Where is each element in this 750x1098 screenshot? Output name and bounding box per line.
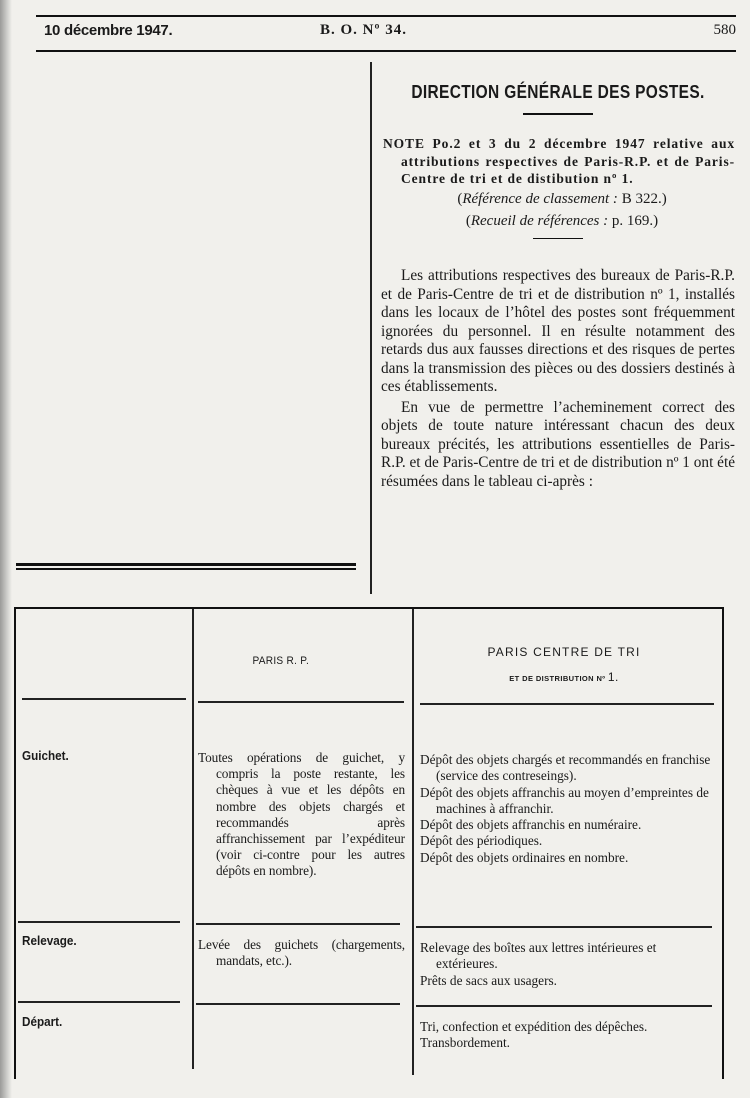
relevage-centre-item: Prêts de sacs aux usagers.	[420, 972, 557, 988]
header-paris-centre: PARIS CENTRE DE TRI	[487, 645, 641, 659]
right-column	[381, 60, 735, 491]
header-rule-col1	[22, 698, 186, 700]
recueil-value: p. 169.)	[611, 212, 659, 229]
row-label-relevage: Relevage.	[22, 933, 77, 948]
left-column-end-rule	[16, 563, 356, 566]
depart-centre-item: Tri, confection et expédition des dépêches.	[420, 1019, 648, 1034]
row-rule-guichet-col1	[18, 921, 180, 923]
guichet-centre-item: Dépôt des objets ordinaires en nombre.	[420, 849, 629, 865]
column-line-1	[192, 609, 194, 1069]
row-rule-relevage-col3	[416, 1005, 712, 1007]
guichet-centre-item: Dépôt des objets chargés et recommandés en franchise (service des contreseings).	[420, 752, 711, 784]
reference-classement: (Référence de classement : B 322.)	[457, 190, 667, 207]
guichet-centre-item: Dépôt des objets affranchis en numéraire.	[420, 817, 642, 833]
row-label-guichet: Guichet.	[22, 748, 69, 763]
header-rule-col2	[198, 701, 404, 703]
title-rule	[523, 113, 593, 115]
page-edge-shadow	[0, 0, 12, 1098]
issue-date: 10 décembre 1947.	[44, 22, 173, 39]
cell-guichet-paris-centre	[420, 752, 720, 866]
cell-relevage-paris-rp: Levée des guichets (chargements, mandats, etc.).	[198, 937, 405, 969]
body-paragraph-1: Les attributions respectives des bureaux de Paris-R.P. et de Paris-Centre de tri et de distribution nº 1, installés dans les locaux de l’hôtel des postes sont fréquemment ignorées du personnel. Il en résulte notamment des retards dus aux fausses directions et des risques de pertes dans la transmission des pièces ou des dossiers destinés à ces établissements.	[381, 267, 735, 395]
row-rule-relevage-col1	[18, 1001, 180, 1003]
reference-classement-label: Référence de classement :	[462, 190, 618, 207]
header-paris-rp: PARIS R. P.	[252, 655, 310, 667]
note-rule	[533, 238, 583, 240]
depart-centre-item: Transbordement.	[420, 1035, 510, 1051]
row-rule-guichet-col3	[416, 926, 712, 928]
top-rule-lower	[36, 50, 736, 52]
row-label-depart: Départ.	[22, 1014, 63, 1029]
top-rule-upper	[36, 15, 736, 17]
note-heading: NOTE Po.2 et 3 du 2 décembre 1947 relative aux attributions respectives de Paris-R.P. et de Paris-Centre de tri et de distibution nº 1.	[383, 136, 735, 186]
recueil-label: Recueil de références :	[470, 212, 609, 229]
section-title: DIRECTION GÉNÉRALE DES POSTES.	[411, 82, 705, 102]
guichet-centre-item: Dépôt des objets affranchis au moyen d’empreintes de machines à affranchir.	[420, 784, 709, 816]
relevage-centre-item: Relevage des boîtes aux lettres intérieures et extérieures.	[420, 940, 657, 972]
header-rule-col3	[420, 703, 714, 705]
running-head	[44, 22, 736, 44]
header-paris-centre-sub-text: ET DE DISTRIBUTION Nº	[509, 674, 606, 683]
row-rule-guichet-col2	[196, 923, 400, 925]
body-paragraph-2: En vue de permettre l’acheminement correct des objets de toute nature intéressant chacun des deux bureaux précités, les attributions essentielles de Paris-R.P. et de Paris-Centre de tri et de distribution nº 1 ont été résumées dans le tableau ci-après :	[381, 398, 735, 490]
recueil-references: (Recueil de références : p. 169.)	[465, 212, 659, 229]
cell-relevage-paris-centre	[420, 940, 720, 989]
guichet-centre-item: Dépôt des périodiques.	[420, 833, 543, 849]
reference-classement-value: B 322.)	[621, 190, 667, 207]
cell-depart-paris-centre	[420, 1019, 720, 1052]
row-rule-relevage-col2	[196, 1003, 400, 1005]
header-paris-centre-number: 1.	[607, 670, 619, 684]
bulletin-number: B. O. Nº 34.	[320, 22, 407, 38]
page-number: 580	[713, 22, 736, 38]
column-divider	[370, 62, 372, 594]
header-paris-centre-sub	[408, 670, 720, 684]
left-column-end-rule-thin	[16, 568, 356, 570]
cell-guichet-paris-rp: Toutes opérations de guichet, y compris la poste restante, les chèques à vue et les dépôts en nombre des objets chargés et recommandés après affranchissement par l’expéditeur (voir ci-contre pour les autres dépôts en nombre).	[198, 750, 405, 879]
